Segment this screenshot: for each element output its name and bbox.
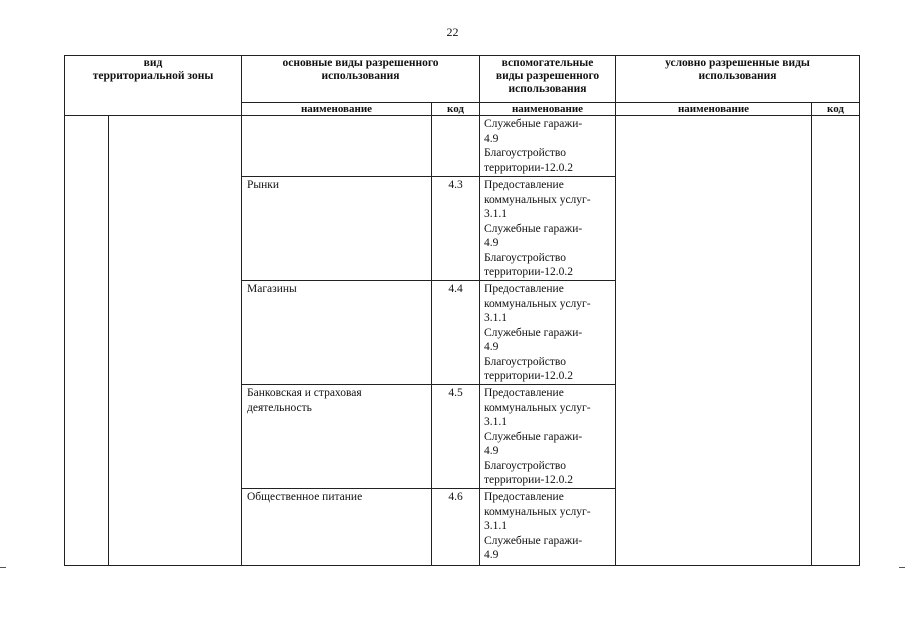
auxiliary-use-line: 4.9: [484, 237, 499, 249]
auxiliary-use-line: 4.9: [484, 549, 499, 561]
auxiliary-use-line: Благоустройство: [484, 147, 566, 159]
auxiliary-use-line: 4.9: [484, 341, 499, 353]
auxiliary-use-line: Служебные гаражи-: [484, 118, 583, 130]
auxiliary-use-cell: [480, 489, 616, 566]
conditional-use-name-cell: [616, 116, 812, 566]
edge-mark-left: [0, 567, 6, 568]
auxiliary-use-line: 4.9: [484, 132, 499, 145]
table-row: [65, 116, 860, 177]
auxiliary-use-line: 3.1.1: [484, 416, 508, 428]
main-use-code: 4.6: [432, 489, 480, 566]
auxiliary-use-line: Предоставление: [484, 283, 564, 295]
auxiliary-use-line: 4.9: [484, 445, 499, 457]
auxiliary-use-line: территории-12.0.2: [484, 474, 574, 486]
subheader-cond-code: код: [812, 103, 860, 116]
auxiliary-use-line: 3.1.1: [484, 208, 508, 220]
auxiliary-use-line: 3.1.1: [484, 520, 508, 532]
auxiliary-use-line: Служебные гаражи-: [484, 430, 583, 443]
zone-name-cell: [109, 116, 242, 566]
header-conditional-uses: [616, 56, 860, 103]
subheader-cond-name: наименование: [616, 103, 812, 116]
auxiliary-use-line: Благоустройство: [484, 459, 566, 472]
zone-index-cell: [65, 116, 109, 566]
auxiliary-use-cell: [480, 116, 616, 177]
header-main-uses: [242, 56, 480, 103]
header-conditional-uses-label: условно разрешенные виды использования: [665, 57, 810, 82]
auxiliary-use-line: Служебные гаражи-: [484, 222, 583, 235]
auxiliary-use-line: коммунальных услуг-: [484, 297, 591, 310]
header-main-uses-label: основные виды разрешенного использования: [282, 57, 439, 82]
edge-mark-right: [899, 567, 905, 568]
subheader-main-code: код: [432, 103, 480, 116]
auxiliary-use-line: Служебные гаражи-: [484, 326, 583, 339]
auxiliary-use-line: территории-12.0.2: [484, 266, 574, 278]
subheader-aux-name: наименование: [480, 103, 616, 116]
main-use-code: 4.5: [432, 385, 480, 489]
auxiliary-use-line: Предоставление: [484, 491, 564, 503]
auxiliary-use-line: территории-12.0.2: [484, 370, 574, 382]
auxiliary-use-cell: [480, 177, 616, 281]
table-body: [65, 116, 860, 566]
conditional-use-code-cell: [812, 116, 860, 566]
main-use-name: Общественное питание: [242, 489, 432, 566]
auxiliary-use-line: коммунальных услуг-: [484, 401, 591, 414]
auxiliary-use-cell: [480, 281, 616, 385]
auxiliary-use-line: коммунальных услуг-: [484, 193, 591, 206]
header-zone-type-label: вид территориальной зоны: [92, 57, 214, 82]
auxiliary-use-line: 3.1.1: [484, 312, 508, 324]
main-use-name: Рынки: [242, 177, 432, 281]
page-number: 22: [446, 25, 459, 39]
auxiliary-use-line: Служебные гаражи-: [484, 534, 583, 547]
auxiliary-use-line: Благоустройство: [484, 251, 566, 264]
main-use-name: Банковская и страховая деятельность: [242, 385, 432, 489]
main-use-code: 4.4: [432, 281, 480, 385]
auxiliary-use-line: Благоустройство: [484, 355, 566, 368]
auxiliary-use-line: территории-12.0.2: [484, 161, 574, 174]
auxiliary-use-line: Предоставление: [484, 179, 564, 191]
main-use-name: Магазины: [242, 281, 432, 385]
header-zone-type: [65, 56, 242, 116]
auxiliary-use-line: Предоставление: [484, 387, 564, 399]
header-auxiliary-uses: [480, 56, 616, 103]
subheader-main-name: наименование: [242, 103, 432, 116]
auxiliary-use-cell: [480, 385, 616, 489]
main-use-code: 4.3: [432, 177, 480, 281]
main-use-name: [242, 116, 432, 177]
zoning-table: [64, 55, 860, 566]
header-auxiliary-uses-label: вспомогательные виды разрешенного использования: [495, 57, 600, 95]
main-use-code: [432, 116, 480, 177]
auxiliary-use-line: коммунальных услуг-: [484, 505, 591, 518]
